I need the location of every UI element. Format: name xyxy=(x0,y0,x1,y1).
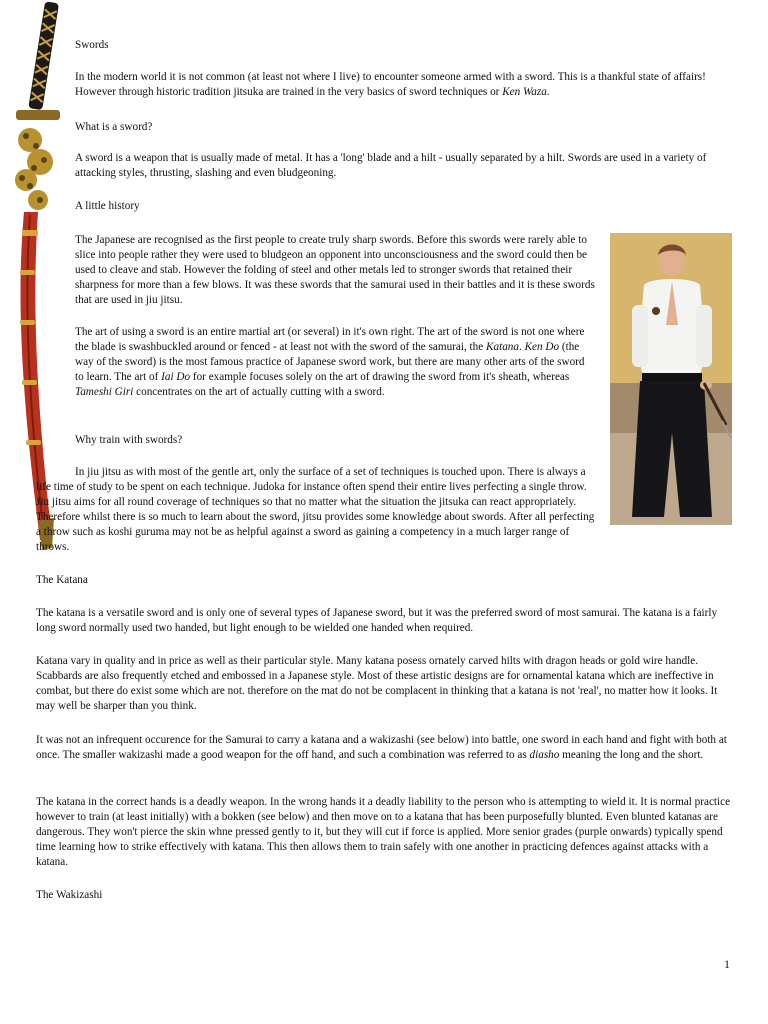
katana-paragraph-4: The katana in the correct hands is a deadly weapon. In the wrong hands it a deadly liability to the person who is attempting to wield it. It is normal practice however to train (at least initially) with a bokken (see below) and then move on to a katana that has been purposefully blunted. Even blunted katanas are dangerous. They won't pierce the skin whne pressed gently to it, but they will cut if force is applied. More senior grades (purple onwards) typically spend time learning how to strike effectively with katana. This then allows them to train safely with one another in practicing defences against attacks with a katana. xyxy=(36,796,731,868)
document-title: Swords xyxy=(75,39,109,51)
page-number: 1 xyxy=(724,957,730,971)
heading-why-train-with-swords: Why train with swords? xyxy=(75,434,183,446)
katana-paragraph-1: The katana is a versatile sword and is only one of several types of Japanese sword, but it was the preferred sword of most samurai. The katana is a fairly long sword normally used two handed, but light enough to be wielded one handed when required. xyxy=(36,607,718,634)
katana-paragraph-3: It was not an infrequent occurence for the Samurai to carry a katana and a wakizashi (see below) into battle, one sword in each hand and fight with both at once. The smaller wakizashi made a good weapon for the off hand, and such a combination was referred to as diasho meaning the long and the short. xyxy=(36,734,727,761)
history-paragraph-2: The art of using a sword is an entire martial art (or several) in it's own right. The art of the sword is not one where the blade is swashbuckled around or fenced - at least not with the sword of the samurai, the Katana. Ken Do (the way of the sword) is the most famous practice of Japanese sword work, but there are many other arts of the sword to learn. The art of Iai Do for example focuses solely on the art of drawing the sword from it's sheath, whereas Tameshi Giri concentrates on the art of actually cutting with a sword. xyxy=(75,326,585,398)
what-is-a-sword-paragraph: A sword is a weapon that is usually made of metal. It has a 'long' blade and a hilt - usually separated by a hilt. Swords are used in a variety of attacking styles, thrusting, slashing and even bludgeoning. xyxy=(75,152,707,179)
heading-the-wakizashi: The Wakizashi xyxy=(36,889,103,901)
heading-the-katana: The Katana xyxy=(36,574,88,586)
term-ken-waza: Ken Waza xyxy=(502,86,547,98)
person-in-hakama-holding-sword xyxy=(610,233,732,525)
intro-paragraph: In the modern world it is not common (at least not where I live) to encounter someone armed with a sword. This is a thankful state of affairs! However through historic tradition jitsuka are trained in the very basics of sword techniques or Ken Waza. xyxy=(75,71,706,98)
katana-paragraph-2: Katana vary in quality and in price as well as their particular style. Many katana posess ornately carved hilts with dragon heads or gold wire handle. Scabbards are also frequently etched and embossed in a Japanese style. Most of these artistic designs are for ornamental katana which are ineffective in combat, but there do exist some which are not. therefore on the mat do not be complacent in thinking that a katana is not 'real', no matter how it looks. It may well be sharper than you think. xyxy=(36,655,718,712)
history-paragraph-1: The Japanese are recognised as the first people to create truly sharp swords. Before this swords were rarely able to slice into people rather they were used to bludgeon an opponent into unconsciousness and the sword could then be used to cleave and stab. However the folding of steel and other metals led to stronger swords that retained their sharpness for more than a few blows. It was these swords that the samurai used in their battles and it is these swords that are used in jiu jitsu. xyxy=(75,234,595,306)
heading-what-is-a-sword: What is a sword? xyxy=(75,121,153,133)
why-train-paragraph: In jiu jitsu as with most of the gentle art, only the surface of a set of techniques is touched upon. There is always a life time of study to be spent on each technique. Judoka for instance often spend their entire lives perfecting a single throw. Jiu jitsu aims for all round coverage of techniques so that no matter what the situation the jitsuka can react appropriately. Therefore whilst there is so much to learn about the sword, jitsu provides some knowledge about swords. After all perfecting a throw such as koshi guruma may not be as helpful against a sword as gaining a competency in a much larger range of throws. xyxy=(36,466,595,553)
heading-a-little-history: A little history xyxy=(75,200,140,212)
